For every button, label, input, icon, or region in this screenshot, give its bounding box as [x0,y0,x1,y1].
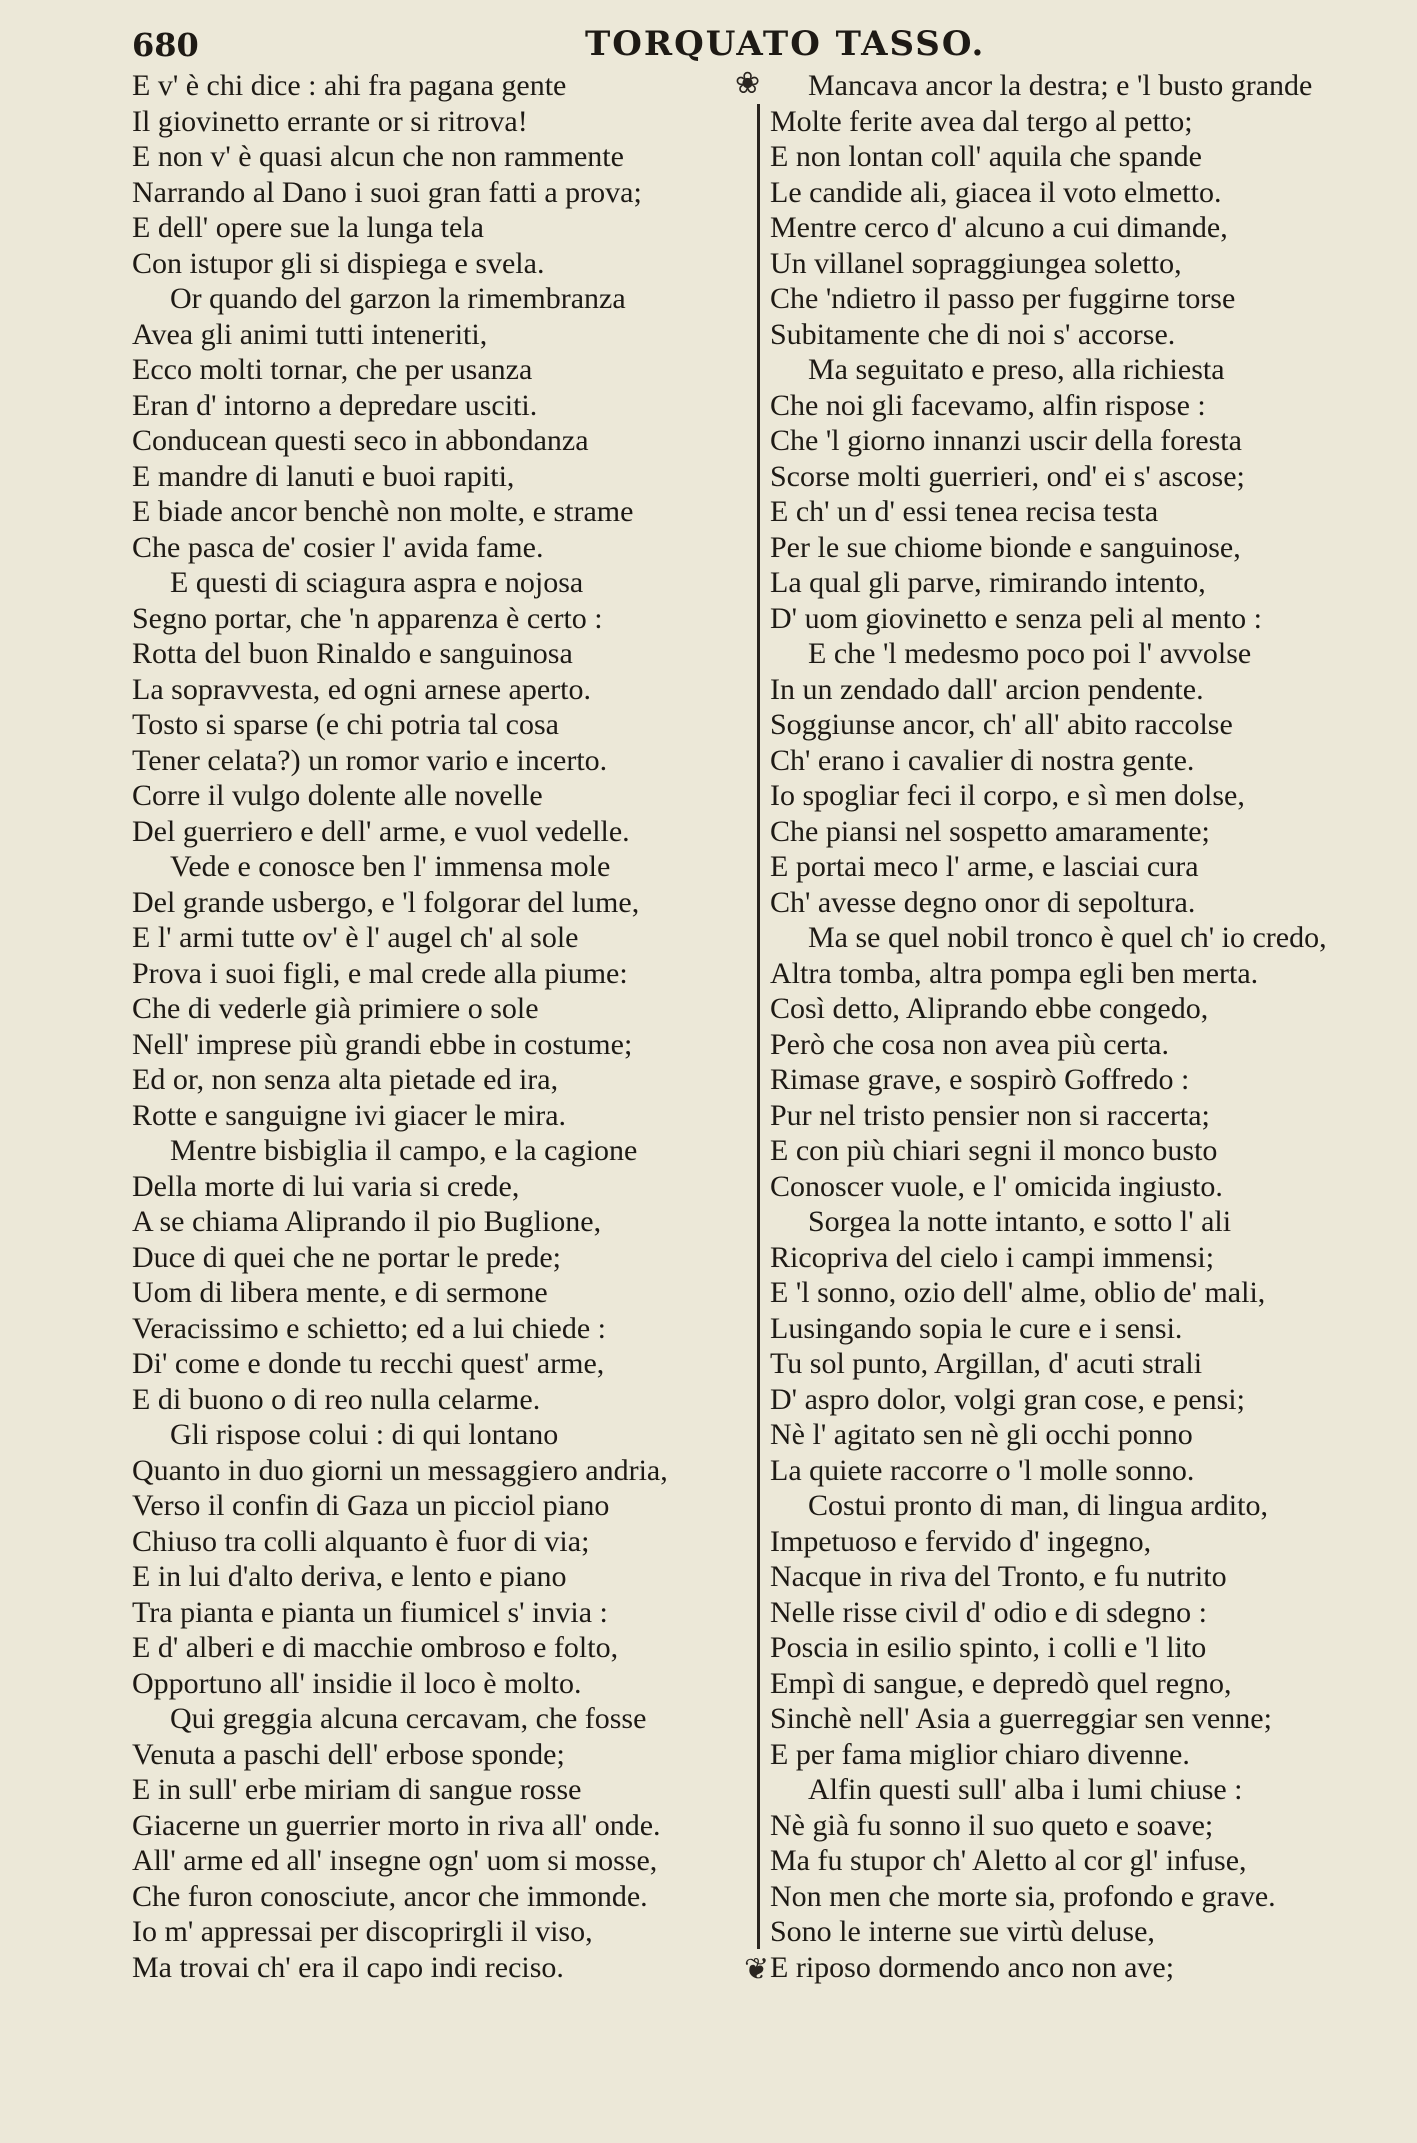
verse-line: Il giovinetto errante or si ritrova! [132,104,528,138]
verse-line: Pur nel tristo pensier non si raccerta; [770,1098,1210,1132]
verse-line: Vede e conosce ben l' immensa mole [170,850,611,883]
verse-line: Io m' appressai per discoprirgli il viso, [132,1915,593,1948]
verse-line: Nelle risse civil d' odio e di sdegno : [770,1595,1207,1629]
verse-line: E non lontan coll' aquila che spande [770,140,1202,173]
verse-line: E riposo dormendo anco non ave; [770,1950,1175,1984]
verse-line: Per le sue chiome bionde e sanguinose, [770,530,1241,564]
verse-line: Ch' erano i cavalier di nostra gente. [770,743,1195,777]
verse-line: Ed or, non senza alta pietade ed ira, [132,1063,559,1096]
ornament-icon: ❀ [735,66,761,101]
verse-line: Un villanel sopraggiungea soletto, [770,246,1182,280]
verse-line: Impetuoso e fervido d' ingegno, [770,1524,1152,1558]
verse-line: Così detto, Aliprando ebbe congedo, [770,992,1209,1025]
verse-line: Del guerriero e dell' arme, e vuol vedelle. [132,814,630,848]
verse-line: La quiete raccorre o 'l molle sonno. [770,1453,1195,1487]
verse-line: Ch' avesse degno onor di sepoltura. [770,885,1196,919]
verse-line: Verso il confin di Gaza un picciol piano [132,1489,610,1522]
verse-line: Quanto in duo giorni un messaggiero andria, [132,1453,668,1487]
verse-line: E di buono o di reo nulla celarme. [132,1382,541,1416]
verse-line: Nè già fu sonno il suo queto e soave; [770,1808,1214,1842]
verse-line: D' uom giovinetto e senza peli al mento : [770,601,1262,635]
verse-line: E mandre di lanuti e buoi rapiti, [132,459,515,493]
verse-line: Veracissimo e schietto; ed a lui chiede : [132,1311,607,1345]
verse-line: La qual gli parve, rimirando intento, [770,566,1206,599]
verse-line: Però che cosa non avea più certa. [770,1027,1169,1061]
verse-line: Che 'ndietro il passo per fuggirne torse [770,282,1236,315]
verse-line: Costui pronto di man, di lingua ardito, [808,1489,1268,1522]
verse-line: Ecco molti tornar, che per usanza [132,353,533,386]
verse-line: Nè l' agitato sen nè gli occhi ponno [770,1418,1193,1451]
verse-line: D' aspro dolor, volgi gran cose, e pensi; [770,1382,1245,1416]
verse-line: Ma se quel nobil tronco è quel ch' io credo, [808,921,1327,954]
verse-line: Chiuso tra colli alquanto è fuor di via; [132,1524,590,1558]
verse-line: Corre il vulgo dolente alle novelle [132,779,543,812]
verse-line: Segno portar, che 'n apparenza è certo : [132,601,603,635]
verse-line: Con istupor gli si dispiega e svela. [132,246,545,280]
verse-line: E portai meco l' arme, e lasciai cura [770,850,1199,883]
verse-line: Che piansi nel sospetto amaramente; [770,814,1210,848]
verse-line: Che di vederle già primiere o sole [132,992,539,1025]
verse-line: Soggiunse ancor, ch' all' abito raccolse [770,708,1233,741]
verse-line: Io spogliar feci il corpo, e sì men dolse, [770,779,1245,812]
verse-line: Venuta a paschi dell' erbose sponde; [132,1737,565,1771]
verse-line: Del grande usbergo, e 'l folgorar del lume, [132,885,640,919]
verse-line: Di' come e donde tu recchi quest' arme, [132,1347,605,1380]
verse-line: Opportuno all' insidie il loco è molto. [132,1666,582,1700]
verse-line: Rotte e sanguigne ivi giacer le mira. [132,1098,567,1132]
running-title: TORQUATO TASSO. [585,24,986,64]
verse-line: E l' armi tutte ov' è l' augel ch' al sole [132,921,579,954]
verse-line: Molte ferite avea dal tergo al petto; [770,104,1193,138]
verse-line: E in lui d'alto deriva, e lento e piano [132,1560,567,1593]
verse-line: Uom di libera mente, e di sermone [132,1276,548,1309]
verse-line: Giacerne un guerrier morto in riva all' onde. [132,1808,661,1842]
verse-line: Sono le interne sue virtù deluse, [770,1915,1155,1948]
verse-line: Rimase grave, e sospirò Goffredo : [770,1063,1190,1096]
verse-line: Sorgea la notte intanto, e sotto l' ali [808,1205,1232,1238]
verse-line: Scorse molti guerrieri, ond' ei s' ascose; [770,459,1245,493]
verse-line: Non men che morte sia, profondo e grave. [770,1879,1276,1913]
right-column [770,68,1400,1985]
verse-line: E dell' opere sue la lunga tela [132,211,484,244]
verse-line: Ricopriva del cielo i campi immensi; [770,1240,1215,1274]
verse-line: Rotta del buon Rinaldo e sanguinosa [132,637,573,670]
verse-line: Mancava ancor la destra; e 'l busto grande [808,69,1313,102]
verse-line: Tra pianta e pianta un fiumicel s' invia : [132,1595,608,1629]
verse-line: Altra tomba, altra pompa egli ben merta. [770,956,1259,990]
verse-line: Le candide ali, giacea il voto elmetto. [770,175,1222,209]
verse-line: Mentre bisbiglia il campo, e la cagione [170,1134,638,1167]
verse-line: Poscia in esilio spinto, i colli e 'l lito [770,1631,1207,1664]
verse-line: A se chiama Aliprando il pio Buglione, [132,1205,602,1238]
verse-line: Conducean questi seco in abbondanza [132,424,589,457]
verse-line: In un zendado dall' arcion pendente. [770,672,1204,706]
verse-line: Tu sol punto, Argillan, d' acuti strali [770,1347,1203,1380]
verse-line: Avea gli animi tutti inteneriti, [132,317,488,351]
verse-line: E con più chiari segni il monco busto [770,1134,1218,1167]
verse-line: Ma seguitato e preso, alla richiesta [808,353,1225,386]
column-divider [757,104,760,1949]
verse-line: Conoscer vuole, e l' omicida ingiusto. [770,1169,1223,1203]
verse-line: Duce di quei che ne portar le prede; [132,1240,561,1274]
verse-line: Della morte di lui varia si crede, [132,1169,520,1203]
verse-line: Qui greggia alcuna cercavam, che fosse [170,1702,647,1735]
verse-line: Sinchè nell' Asia a guerreggiar sen venne; [770,1702,1272,1735]
verse-line: Subitamente che di noi s' accorse. [770,317,1176,351]
verse-line: Nell' imprese più grandi ebbe in costume; [132,1027,633,1061]
verse-line: Ma fu stupor ch' Aletto al cor gl' infuse, [770,1844,1247,1877]
verse-line: Empì di sangue, e depredò quel regno, [770,1666,1232,1700]
page-number: 680 [132,26,199,64]
verse-line: E per fama miglior chiaro divenne. [770,1737,1190,1771]
left-column [132,68,747,1985]
verse-line: E in sull' erbe miriam di sangue rosse [132,1773,582,1806]
verse-line: E 'l sonno, ozio dell' alme, oblio de' mali, [770,1276,1266,1309]
verse-line: La sopravvesta, ed ogni arnese aperto. [132,672,591,706]
verse-line: Che furon conosciute, ancor che immonde. [132,1879,648,1913]
ornament-icon: ❦ [744,1952,770,1987]
verse-line: Or quando del garzon la rimembranza [170,282,626,315]
verse-line: Narrando al Dano i suoi gran fatti a prova; [132,175,642,209]
verse-line: Mentre cerco d' alcuno a cui dimande, [770,211,1228,244]
verse-line: Che pasca de' cosier l' avida fame. [132,530,544,564]
verse-line: Gli rispose colui : di qui lontano [170,1418,559,1451]
verse-line: E che 'l medesmo poco poi l' avvolse [808,637,1252,670]
verse-line: Ma trovai ch' era il capo indi reciso. [132,1950,564,1984]
verse-line: Lusingando sopia le cure e i sensi. [770,1311,1183,1345]
verse-line: E d' alberi e di macchie ombroso e folto, [132,1631,619,1664]
verse-line: E v' è chi dice : ahi fra pagana gente [132,69,567,102]
verse-line: Tosto si sparse (e chi potria tal cosa [132,708,559,741]
verse-line: Che noi gli facevamo, alfin rispose : [770,388,1206,422]
verse-line: Tener celata?) un romor vario e incerto. [132,743,608,777]
verse-line: E non v' è quasi alcun che non rammente [132,140,624,173]
verse-line: Alfin questi sull' alba i lumi chiuse : [808,1773,1243,1806]
verse-line: E questi di sciagura aspra e nojosa [170,566,584,599]
verse-line: Prova i suoi figli, e mal crede alla piume: [132,956,628,990]
verse-line: Eran d' intorno a depredare usciti. [132,388,538,422]
verse-line: E biade ancor benchè non molte, e strame [132,495,634,528]
verse-line: E ch' un d' essi tenea recisa testa [770,495,1159,528]
verse-line: All' arme ed all' insegne ogn' uom si mosse, [132,1844,658,1877]
verse-line: Che 'l giorno innanzi uscir della foresta [770,424,1242,457]
verse-line: Nacque in riva del Tronto, e fu nutrito [770,1560,1227,1593]
